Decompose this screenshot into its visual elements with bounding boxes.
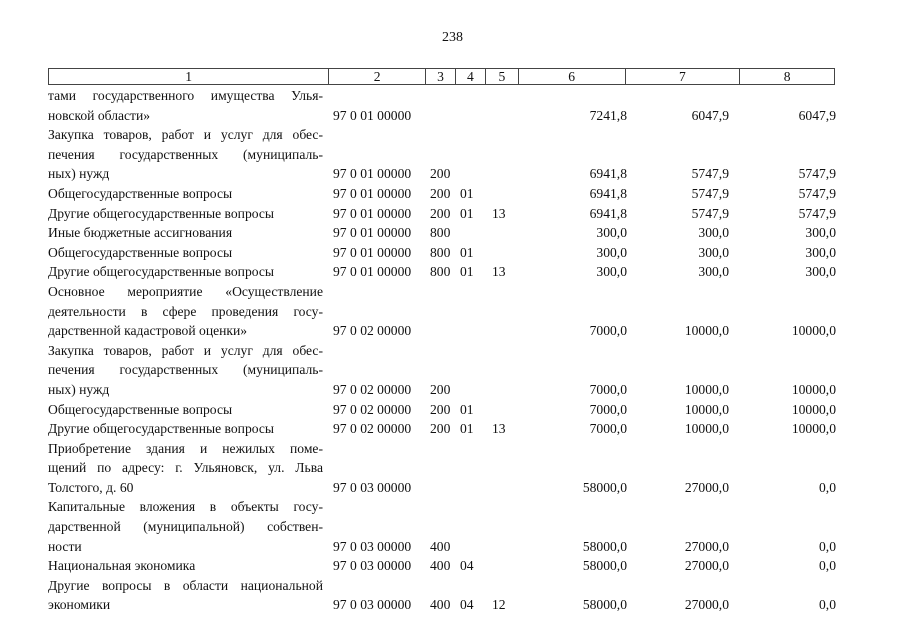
amount-col-7: 10000,0	[684, 323, 729, 339]
row-name	[48, 419, 323, 439]
target-code: 97 0 01 00000	[333, 166, 412, 182]
row-name-line: Основное мероприятие «Осуществление	[48, 283, 323, 299]
subsection	[492, 478, 522, 498]
amount-col-7: 27000,0	[684, 558, 729, 574]
row-name-line: Закупка товаров, работ и услуг для обес-	[48, 127, 323, 143]
amount-col-7: 27000,0	[684, 538, 729, 554]
expense-type: 400	[430, 597, 451, 613]
expense-type: 400	[430, 558, 451, 574]
header-col-3: 3	[426, 69, 456, 84]
target-code: 97 0 03 00000	[333, 558, 412, 574]
row-name	[48, 439, 323, 498]
header-col-7: 7	[626, 69, 741, 84]
subsection	[492, 223, 522, 243]
amount-col-8: 300,0	[805, 244, 836, 260]
row-name-line: ных) нужд	[48, 166, 110, 182]
expense-type: 200	[430, 205, 451, 221]
section	[460, 321, 492, 341]
amount-col-8: 0,0	[819, 538, 836, 554]
section: 04	[460, 597, 474, 613]
amount-col-6: 300,0	[596, 225, 627, 241]
target-code: 97 0 03 00000	[333, 538, 412, 554]
row-name	[48, 262, 323, 282]
row-name-line: деятельности в сфере проведения госу-	[48, 303, 323, 319]
target-code: 97 0 03 00000	[333, 479, 412, 495]
target-code: 97 0 01 00000	[333, 225, 412, 241]
header-col-6: 6	[519, 69, 626, 84]
amount-col-6: 58000,0	[582, 479, 627, 495]
amount-col-8: 0,0	[819, 558, 836, 574]
section: 01	[460, 185, 474, 201]
target-code: 97 0 02 00000	[333, 421, 412, 437]
section: 01	[460, 401, 474, 417]
target-code: 97 0 01 00000	[333, 205, 412, 221]
amount-col-8: 5747,9	[798, 166, 836, 182]
target-code: 97 0 01 00000	[333, 264, 412, 280]
section: 01	[460, 205, 474, 221]
row-name	[48, 282, 323, 341]
amount-col-6: 6941,8	[589, 166, 627, 182]
amount-col-6: 58000,0	[582, 558, 627, 574]
amount-col-6: 7000,0	[589, 323, 627, 339]
table-row	[48, 125, 838, 184]
row-name-line: тами государственного имущества Улья-	[48, 88, 323, 103]
expense-type: 200	[430, 421, 451, 437]
table-row	[48, 341, 838, 400]
expense-type: 800	[430, 244, 451, 260]
row-name	[48, 184, 323, 204]
section	[460, 106, 492, 126]
amount-col-8: 0,0	[819, 479, 836, 495]
target-code: 97 0 01 00000	[333, 107, 412, 123]
section	[460, 164, 492, 184]
table-row	[48, 439, 838, 498]
expense-type: 200	[430, 381, 451, 397]
target-code: 97 0 01 00000	[333, 244, 412, 260]
amount-col-8: 300,0	[805, 264, 836, 280]
amount-col-7: 300,0	[698, 264, 729, 280]
amount-col-7: 5747,9	[691, 166, 729, 182]
header-col-2: 2	[329, 69, 426, 84]
amount-col-6: 58000,0	[582, 597, 627, 613]
amount-col-7: 300,0	[698, 244, 729, 260]
amount-col-8: 6047,9	[798, 107, 836, 123]
table-row	[48, 243, 838, 263]
row-name-line: дарственной кадастровой оценки»	[48, 323, 248, 339]
amount-col-7: 27000,0	[684, 597, 729, 613]
amount-col-7: 10000,0	[684, 381, 729, 397]
amount-col-8: 300,0	[805, 225, 836, 241]
header-col-5: 5	[486, 69, 519, 84]
section: 01	[460, 421, 474, 437]
row-name-line: экономики	[48, 597, 111, 613]
row-name	[48, 556, 323, 576]
page-number: 238	[442, 30, 463, 45]
row-name-line: Общегосударственные вопросы	[48, 401, 233, 417]
subsection: 13	[492, 421, 506, 437]
expense-type	[430, 106, 460, 126]
target-code: 97 0 03 00000	[333, 597, 412, 613]
subsection	[492, 380, 522, 400]
table-header	[48, 68, 835, 85]
row-name-line: Иные бюджетные ассигнования	[48, 225, 233, 241]
row-name-line: Другие общегосударственные вопросы	[48, 421, 275, 437]
amount-col-8: 10000,0	[791, 421, 836, 437]
table-row	[48, 419, 838, 439]
header-col-4: 4	[456, 69, 486, 84]
table-row	[48, 556, 838, 576]
subsection	[492, 556, 522, 576]
subsection: 13	[492, 264, 506, 280]
row-name	[48, 223, 323, 243]
section	[460, 478, 492, 498]
amount-col-6: 6941,8	[589, 185, 627, 201]
amount-col-6: 7000,0	[589, 381, 627, 397]
row-name-line: Другие общегосударственные вопросы	[48, 205, 275, 221]
section: 01	[460, 264, 474, 280]
expense-type: 800	[430, 264, 451, 280]
target-code: 97 0 02 00000	[333, 401, 412, 417]
row-name	[48, 400, 323, 420]
row-name-line: Национальная экономика	[48, 558, 196, 574]
row-name	[48, 497, 323, 556]
amount-col-7: 5747,9	[691, 205, 729, 221]
table-row	[48, 282, 838, 341]
table-row	[48, 223, 838, 243]
expense-type: 400	[430, 538, 451, 554]
target-code: 97 0 02 00000	[333, 323, 412, 339]
section	[460, 380, 492, 400]
amount-col-8: 10000,0	[791, 381, 836, 397]
amount-col-7: 6047,9	[691, 107, 729, 123]
amount-col-7: 10000,0	[684, 421, 729, 437]
amount-col-8: 5747,9	[798, 205, 836, 221]
row-name-line: ных) нужд	[48, 381, 110, 397]
expense-type	[430, 321, 460, 341]
amount-col-8: 10000,0	[791, 401, 836, 417]
section: 01	[460, 244, 474, 260]
row-name	[48, 243, 323, 263]
row-name-line: Общегосударственные вопросы	[48, 185, 233, 201]
subsection	[492, 106, 522, 126]
table-body	[48, 86, 838, 615]
row-name-line: ности	[48, 538, 82, 554]
row-name-line: Приобретение здания и нежилых поме-	[48, 440, 323, 456]
row-name-line: дарственной (муниципальной) собствен-	[48, 519, 323, 535]
expense-type: 800	[430, 225, 451, 241]
amount-col-7: 300,0	[698, 225, 729, 241]
target-code: 97 0 02 00000	[333, 381, 412, 397]
amount-col-8: 0,0	[819, 597, 836, 613]
row-name	[48, 125, 323, 184]
row-name-line: Другие вопросы в области национальной	[48, 577, 323, 593]
amount-col-6: 7000,0	[589, 421, 627, 437]
section	[460, 537, 492, 557]
amount-col-6: 58000,0	[582, 538, 627, 554]
amount-col-6: 7241,8	[589, 107, 627, 123]
section	[460, 223, 492, 243]
amount-col-8: 10000,0	[791, 323, 836, 339]
table-row	[48, 184, 838, 204]
section: 04	[460, 558, 474, 574]
expense-type: 200	[430, 185, 451, 201]
row-name	[48, 204, 323, 224]
row-name	[48, 341, 323, 400]
row-name-line: Толстого, д. 60	[48, 479, 134, 495]
subsection: 13	[492, 205, 506, 221]
subsection: 12	[492, 597, 506, 613]
expense-type: 200	[430, 166, 451, 182]
row-name-line: Другие общегосударственные вопросы	[48, 264, 275, 280]
amount-col-7: 10000,0	[684, 401, 729, 417]
table-row	[48, 497, 838, 556]
target-code: 97 0 01 00000	[333, 185, 412, 201]
table-row	[48, 86, 838, 125]
subsection	[492, 243, 522, 263]
amount-col-6: 6941,8	[589, 205, 627, 221]
subsection	[492, 164, 522, 184]
row-name-line: щений по адресу: г. Ульяновск, ул. Льва	[48, 460, 323, 476]
amount-col-6: 7000,0	[589, 401, 627, 417]
amount-col-7: 5747,9	[691, 185, 729, 201]
subsection	[492, 537, 522, 557]
subsection	[492, 400, 522, 420]
expense-type	[430, 478, 460, 498]
header-col-1: 1	[49, 69, 329, 84]
table-row	[48, 400, 838, 420]
amount-col-8: 5747,9	[798, 185, 836, 201]
table-row	[48, 262, 838, 282]
row-name-line: Капитальные вложения в объекты госу-	[48, 499, 323, 515]
subsection	[492, 321, 522, 341]
row-name-line: печения государственных (муниципаль-	[48, 362, 323, 378]
row-name	[48, 86, 323, 125]
header-col-8: 8	[783, 69, 791, 84]
row-name-line: новской области»	[48, 107, 151, 123]
amount-col-7: 27000,0	[684, 479, 729, 495]
row-name-line: Закупка товаров, работ и услуг для обес-	[48, 342, 323, 358]
amount-col-6: 300,0	[596, 264, 627, 280]
table-row	[48, 576, 838, 615]
amount-col-6: 300,0	[596, 244, 627, 260]
row-name-line: печения государственных (муниципаль-	[48, 146, 323, 162]
row-name-line: Общегосударственные вопросы	[48, 244, 233, 260]
row-name	[48, 576, 323, 615]
expense-type: 200	[430, 401, 451, 417]
table-row	[48, 204, 838, 224]
subsection	[492, 184, 522, 204]
